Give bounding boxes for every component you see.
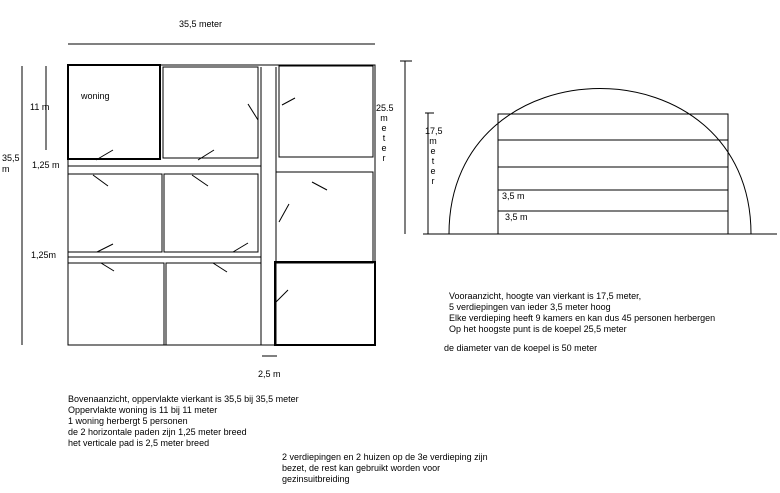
house-5 — [164, 174, 258, 252]
house-8 — [166, 263, 261, 345]
occupancy-notes — [282, 452, 488, 485]
house-3 — [279, 66, 373, 157]
floor-block — [498, 114, 728, 234]
top-note-line: het verticale pad is 2,5 meter breed — [68, 438, 210, 448]
top-note-line: Oppervlakte woning is 11 bij 11 meter — [68, 405, 218, 415]
dome-arc — [449, 89, 751, 235]
dome-height-label: 25.5 m e t e r — [376, 103, 394, 163]
front-view-notes — [449, 291, 715, 335]
front-note-line: 5 verdiepingen van ieder 3,5 meter hoog — [449, 302, 611, 312]
horizontal-path-2-label: 1,25m — [31, 250, 57, 260]
front-note-line: Op het hoogste punt is de koepel 25,5 meter — [449, 324, 627, 334]
occupancy-note-line: gezinsuitbreiding — [282, 474, 350, 484]
house-height-label: 11 m — [30, 102, 50, 112]
house-6 — [276, 172, 373, 263]
front-note-line: Elke verdieping heeft 9 kamers en kan dus 45 personen herbergen — [449, 313, 716, 323]
house-1 — [68, 65, 160, 159]
house-2 — [163, 67, 258, 158]
door-marks — [93, 98, 327, 302]
plan-width-label: 35,5 meter — [179, 19, 223, 29]
front-note-line: Vooraanzicht, hoogte van vierkant is 17,5 meter, — [449, 291, 642, 301]
occupancy-note-line: 2 verdiepingen en 2 huizen op de 3e verdieping zijn — [282, 452, 488, 462]
plan-outer-square — [68, 65, 375, 345]
top-note-line: 1 woning herbergt 5 personen — [68, 416, 188, 426]
top-note-line: Bovenaanzicht, oppervlakte vierkant is 35,5 bij 35,5 meter — [68, 394, 299, 404]
house-4 — [68, 174, 162, 252]
occupancy-note-line: bezet, de rest kan gebruikt worden voor — [282, 463, 441, 473]
house-label: woning — [81, 91, 110, 101]
floor-height-label-2: 3,5 m — [505, 212, 528, 222]
house-9 — [275, 262, 375, 345]
top-view-notes — [68, 394, 299, 449]
floor-height-label-1: 3,5 m — [502, 191, 525, 201]
horizontal-path-1-label: 1,25 m — [32, 160, 60, 170]
house-7 — [68, 263, 164, 345]
top-note-line: de 2 horizontale paden zijn 1,25 meter breed — [68, 427, 247, 437]
vertical-path-label: 2,5 m — [258, 369, 281, 379]
dome-diameter-note: de diameter van de koepel is 50 meter — [444, 343, 598, 353]
plan-height-label: 35,5 m — [2, 153, 20, 174]
block-height-label: 17,5 m e t e r — [425, 126, 443, 186]
